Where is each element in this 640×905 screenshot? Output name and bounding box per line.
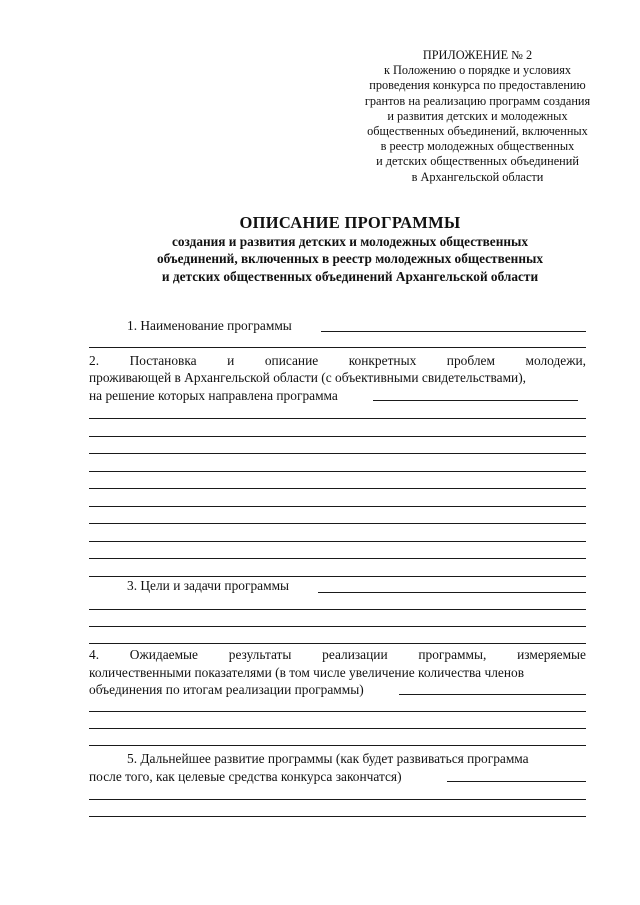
section-3-fill-line[interactable] (318, 592, 586, 593)
section-4-text-line: объединения по итогам реализации программы) (89, 682, 364, 697)
appendix-header (330, 48, 625, 185)
section-3-label: 3. Цели и задачи программы (127, 578, 290, 593)
section-3-fill-line[interactable] (89, 643, 586, 644)
section-1-fill-line[interactable] (89, 347, 586, 348)
section-4-fill-line[interactable] (89, 728, 586, 729)
appendix-line: в Архангельской области (411, 169, 544, 184)
title-subtitle-line: создания и развития детских и молодежных общественных (171, 234, 529, 249)
section-3-fill-line[interactable] (89, 609, 586, 610)
section-4-text-line: 4. Ожидаемые результаты реализации программы, измеряемые (89, 647, 586, 662)
section-2-fill-line[interactable] (89, 436, 586, 437)
section-2-text-line: на решение которых направлена программа (89, 388, 338, 403)
section-2-fill-line[interactable] (89, 471, 586, 472)
section-4-fill-line[interactable] (89, 745, 586, 746)
appendix-line: и детских общественных объединений (376, 154, 579, 169)
section-2-text-line: проживающей в Архангельской области (с объективными свидетельствами), (89, 370, 527, 385)
title-subtitle-line: объединений, включенных в реестр молодежных общественных (156, 251, 544, 267)
section-5-text-line: 5. Дальнейшее развитие программы (как будет развиваться программа (127, 751, 529, 766)
appendix-line: и развития детских и молодежных (387, 108, 568, 123)
section-4-fill-line[interactable] (399, 694, 586, 695)
section-2-fill-line[interactable] (89, 558, 586, 559)
title-main: ОПИСАНИЕ ПРОГРАММЫ (239, 213, 461, 232)
section-5-fill-line[interactable] (89, 799, 586, 800)
section-5-fill-line[interactable] (89, 816, 586, 817)
document-title (60, 213, 640, 285)
appendix-line: проведения конкурса по предоставлению (369, 78, 586, 93)
appendix-line: к Положению о порядке и условиях (383, 63, 572, 78)
appendix-line: ПРИЛОЖЕНИЕ № 2 (422, 48, 533, 62)
appendix-line: общественных объединений, включенных (367, 124, 588, 139)
section-2-fill-line[interactable] (89, 453, 586, 454)
section-1-fill-line[interactable] (321, 331, 586, 332)
section-2-fill-line[interactable] (89, 541, 586, 542)
section-2-fill-line[interactable] (89, 506, 586, 507)
section-2-fill-line[interactable] (89, 488, 586, 489)
section-2-text-line: 2. Постановка и описание конкретных проблем молодежи, (89, 353, 586, 368)
section-5-fill-line[interactable] (447, 781, 586, 782)
section-3-fill-line[interactable] (89, 626, 586, 627)
appendix-line: в реестр молодежных общественных (380, 139, 575, 154)
section-2-fill-line[interactable] (89, 523, 586, 524)
section-2-fill-line[interactable] (89, 418, 586, 419)
appendix-line: грантов на реализацию программ создания (364, 93, 591, 108)
section-2-fill-line[interactable] (373, 400, 578, 401)
title-subtitle-line: и детских общественных объединений Архангельской области (161, 268, 539, 284)
section-1-label: 1. Наименование программы (127, 318, 292, 333)
section-4-fill-line[interactable] (89, 711, 586, 712)
section-4-text-line: количественными показателями (в том числе увеличение количества членов (89, 665, 525, 680)
section-5-text-line: после того, как целевые средства конкурса закончатся) (89, 769, 402, 784)
